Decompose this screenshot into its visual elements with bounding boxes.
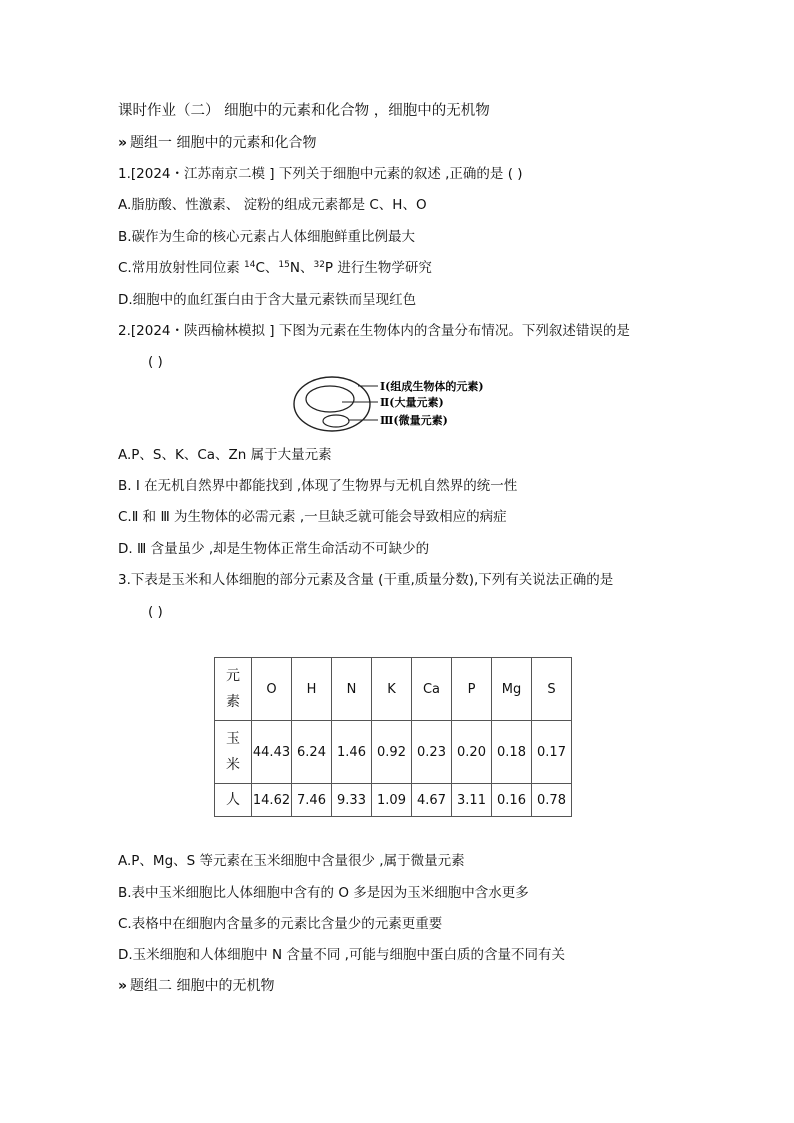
table-cell: 4.67 — [412, 784, 452, 817]
inner-ellipse-trace-elements — [323, 415, 349, 427]
row-label-cell — [215, 721, 252, 784]
header-label-char: 素 — [226, 694, 240, 710]
table-row — [215, 721, 572, 784]
group1-label: 题组一 细胞中的元素和化合物 — [130, 135, 317, 151]
row-label-char: 人 — [226, 792, 240, 808]
table-cell: 0.20 — [452, 721, 492, 784]
q2-option-d: D. Ⅲ 含量虽少 ,却是生物体正常生命活动不可缺少的 — [118, 541, 430, 557]
q3-option-a: A.P、Mg、S 等元素在玉米细胞中含量很少 ,属于微量元素 — [118, 853, 465, 869]
q3-answer-paren: ( ) — [148, 604, 163, 620]
q2-option-a: A.P、S、K、Ca、Zn 属于大量元素 — [118, 447, 332, 463]
header-label-cell — [215, 658, 252, 721]
isotope-p: P 进行生物学研究 — [324, 260, 432, 276]
table-cell: 14.62 — [252, 784, 292, 817]
table-cell: 0.78 — [532, 784, 572, 817]
table-cell: 0.18 — [492, 721, 532, 784]
element-header-cell: K — [372, 658, 412, 721]
table-cell: 0.23 — [412, 721, 452, 784]
table-cell: 1.09 — [372, 784, 412, 817]
isotope-mass-15: 15 — [278, 260, 290, 270]
isotope-mass-14: 14 — [244, 260, 256, 270]
element-header-cell: P — [452, 658, 492, 721]
table-header-row — [215, 658, 572, 721]
element-header-cell: S — [532, 658, 572, 721]
page-title: 课时作业（二） 细胞中的元素和化合物 ，细胞中的无机物 — [118, 103, 490, 119]
diagram-label-2: Ⅱ(大量元素) — [380, 396, 444, 409]
q2-answer-paren: ( ) — [148, 354, 163, 370]
chevron-icon: » — [118, 978, 125, 994]
table-cell: 3.11 — [452, 784, 492, 817]
chevron-icon: » — [118, 135, 125, 151]
q2-option-c: C.Ⅱ 和 Ⅲ 为生物体的必需元素 ,一旦缺乏就可能会导致相应的病症 — [118, 509, 507, 525]
q1-option-c — [118, 259, 432, 277]
row-label-cell — [215, 784, 252, 817]
diagram-label-1: Ⅰ(组成生物体的元素) — [380, 380, 484, 393]
section-heading-group1 — [118, 134, 317, 152]
q1-option-a: A.脂肪酸、性激素、 淀粉的组成元素都是 C、H、O — [118, 197, 427, 213]
q1-option-c-prefix: C.常用放射性同位素 — [118, 260, 245, 276]
diagram-label-3: Ⅲ(微量元素) — [380, 414, 448, 427]
element-content-table — [214, 657, 572, 817]
group2-label: 题组二 细胞中的无机物 — [130, 978, 275, 994]
table-cell: 6.24 — [292, 721, 332, 784]
isotope-c: C、 — [255, 260, 279, 276]
q3-stem: 3.下表是玉米和人体细胞的部分元素及含量 (干重,质量分数),下列有关说法正确的是 — [118, 572, 614, 588]
row-label-char: 玉 — [226, 731, 240, 747]
element-header-cell: O — [252, 658, 292, 721]
element-header-cell: N — [332, 658, 372, 721]
element-venn-diagram — [292, 374, 522, 438]
table-cell: 0.17 — [532, 721, 572, 784]
element-header-cell: Mg — [492, 658, 532, 721]
row-label-char: 米 — [226, 757, 240, 773]
table-cell: 9.33 — [332, 784, 372, 817]
q3-option-d: D.玉米细胞和人体细胞中 N 含量不同 ,可能与细胞中蛋白质的含量不同有关 — [118, 947, 565, 963]
table-cell: 0.92 — [372, 721, 412, 784]
element-header-cell: Ca — [412, 658, 452, 721]
header-label-char: 元 — [226, 668, 240, 684]
q2-option-b: B. Ⅰ 在无机自然界中都能找到 ,体现了生物界与无机自然界的统一性 — [118, 478, 518, 494]
table-row — [215, 784, 572, 817]
q3-option-b: B.表中玉米细胞比人体细胞中含有的 O 多是因为玉米细胞中含水更多 — [118, 885, 529, 901]
middle-ellipse-macro-elements — [306, 386, 354, 412]
q1-stem: 1.[2024・江苏南京二模 ] 下列关于细胞中元素的叙述 ,正确的是 ( ) — [118, 166, 523, 182]
table-cell: 1.46 — [332, 721, 372, 784]
section-heading-group2 — [118, 977, 275, 995]
q1-option-b: B.碳作为生命的核心元素占人体细胞鲜重比例最大 — [118, 229, 416, 245]
table-cell: 44.43 — [252, 721, 292, 784]
table-cell: 7.46 — [292, 784, 332, 817]
element-header-cell: H — [292, 658, 332, 721]
q1-option-d: D.细胞中的血红蛋白由于含大量元素铁而呈现红色 — [118, 292, 417, 308]
outer-ellipse-all-elements — [294, 377, 370, 431]
q2-stem: 2.[2024・陕西榆林模拟 ] 下图为元素在生物体内的含量分布情况。下列叙述错误的是 — [118, 323, 630, 339]
q3-option-c: C.表格中在细胞内含量多的元素比含量少的元素更重要 — [118, 916, 443, 932]
isotope-n: N、 — [289, 260, 314, 276]
isotope-mass-32: 32 — [313, 260, 325, 270]
table-cell: 0.16 — [492, 784, 532, 817]
